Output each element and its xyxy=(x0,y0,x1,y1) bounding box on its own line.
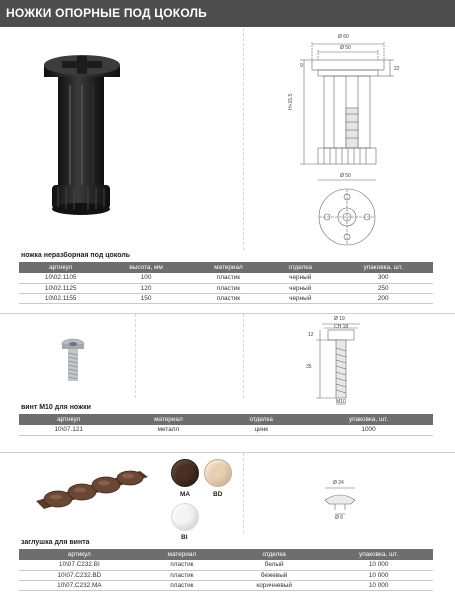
screw-drawing xyxy=(300,316,380,408)
dim-label: Ø 24 xyxy=(333,480,344,486)
table-cell: пластик xyxy=(140,570,224,580)
table-row xyxy=(19,293,433,303)
dim-label: 22 xyxy=(394,66,400,72)
table-cell: пластик xyxy=(190,283,267,293)
table-cell: 10\07.C232.BD xyxy=(19,570,140,580)
table-cell: 10 000 xyxy=(324,570,433,580)
swatch-beige xyxy=(204,459,232,487)
spec-table-legs xyxy=(19,262,433,304)
table-cell: пластик xyxy=(190,273,267,283)
table-cell: 10\07.C232.BI xyxy=(19,560,140,570)
column-header: отделка xyxy=(224,549,324,560)
table-cell: белый xyxy=(224,560,324,570)
column-header: артикул xyxy=(19,262,102,273)
table-header-row xyxy=(19,262,433,273)
table-cell: металл xyxy=(118,425,218,435)
section-caption: ножка неразборная под цоколь xyxy=(21,252,131,259)
swatch-white xyxy=(171,503,199,531)
section-divider xyxy=(0,452,455,453)
support-leg-drawing xyxy=(282,30,412,255)
page-header xyxy=(0,0,455,27)
table-cell: 300 xyxy=(333,273,433,283)
dim-label: Ø 50 xyxy=(340,173,351,179)
table-row xyxy=(19,273,433,283)
dim-label: H+15.5 xyxy=(288,93,294,110)
table-cell: 150 xyxy=(102,293,189,303)
table-cell: 250 xyxy=(333,283,433,293)
section-caption: заглушка для винта xyxy=(21,539,90,546)
table-cell: 10\02.1105 xyxy=(19,273,102,283)
cap-drawing xyxy=(315,478,365,520)
column-divider xyxy=(243,314,244,398)
dim-label: CH 18 xyxy=(334,324,349,330)
table-cell: черный xyxy=(267,283,333,293)
column-divider xyxy=(135,314,136,398)
screw-photo xyxy=(58,337,88,385)
column-header: упаковка, шт. xyxy=(304,414,433,425)
column-header: артикул xyxy=(19,549,140,560)
column-header: упаковка, шт. xyxy=(333,262,433,273)
table-row xyxy=(19,560,433,570)
swatch-code: MA xyxy=(180,491,191,498)
spec-table-caps xyxy=(19,549,433,591)
table-cell: 10\07.121 xyxy=(19,425,118,435)
table-row xyxy=(19,570,433,580)
column-header: отделка xyxy=(218,414,304,425)
column-header: материал xyxy=(190,262,267,273)
table-cell: 10\07.C232.MA xyxy=(19,580,140,590)
dim-label: Ø 50 xyxy=(340,45,351,51)
swatch-code: BD xyxy=(213,491,223,498)
table-cell: коричневый xyxy=(224,580,324,590)
swatch-code: BI xyxy=(181,534,188,541)
page-title: НОЖКИ ОПОРНЫЕ ПОД ЦОКОЛЬ xyxy=(6,6,208,20)
table-cell: черный xyxy=(267,293,333,303)
column-header: отделка xyxy=(267,262,333,273)
table-cell: 1000 xyxy=(304,425,433,435)
table-header-row xyxy=(19,549,433,560)
dim-label: M10 xyxy=(336,399,346,405)
table-cell: бежевый xyxy=(224,570,324,580)
table-cell: пластик xyxy=(190,293,267,303)
column-header: высота, мм xyxy=(102,262,189,273)
table-row xyxy=(19,425,433,435)
table-cell: 200 xyxy=(333,293,433,303)
table-header-row xyxy=(19,414,433,425)
spec-table-screw xyxy=(19,414,433,436)
swatch-brown xyxy=(171,459,199,487)
column-header: материал xyxy=(118,414,218,425)
dim-label: Ø 19 xyxy=(334,316,345,322)
table-cell: 10 000 xyxy=(324,560,433,570)
table-cell: пластик xyxy=(140,580,224,590)
cap-strip-photo xyxy=(30,465,155,520)
table-cell: 10 000 xyxy=(324,580,433,590)
column-divider xyxy=(243,28,244,250)
support-leg-photo xyxy=(30,45,130,225)
section-divider xyxy=(0,313,455,314)
section-caption: винт М10 для ножки xyxy=(21,404,91,411)
dim-label: 9 xyxy=(300,63,303,69)
table-cell: 10\02.1125 xyxy=(19,283,102,293)
table-cell: 120 xyxy=(102,283,189,293)
table-cell: черный xyxy=(267,273,333,283)
dim-label: Ø 6 xyxy=(335,515,344,521)
table-cell: 10\02.1155 xyxy=(19,293,102,303)
column-header: упаковка, шт. xyxy=(324,549,433,560)
table-row xyxy=(19,580,433,590)
column-header: артикул xyxy=(19,414,118,425)
table-row xyxy=(19,283,433,293)
column-divider xyxy=(243,453,244,533)
table-cell: цинк xyxy=(218,425,304,435)
column-header: материал xyxy=(140,549,224,560)
dim-label: Ø 60 xyxy=(338,34,349,40)
dim-label: 12 xyxy=(308,332,314,338)
table-cell: 100 xyxy=(102,273,189,283)
table-cell: пластик xyxy=(140,560,224,570)
dim-label: 35 xyxy=(306,364,312,370)
